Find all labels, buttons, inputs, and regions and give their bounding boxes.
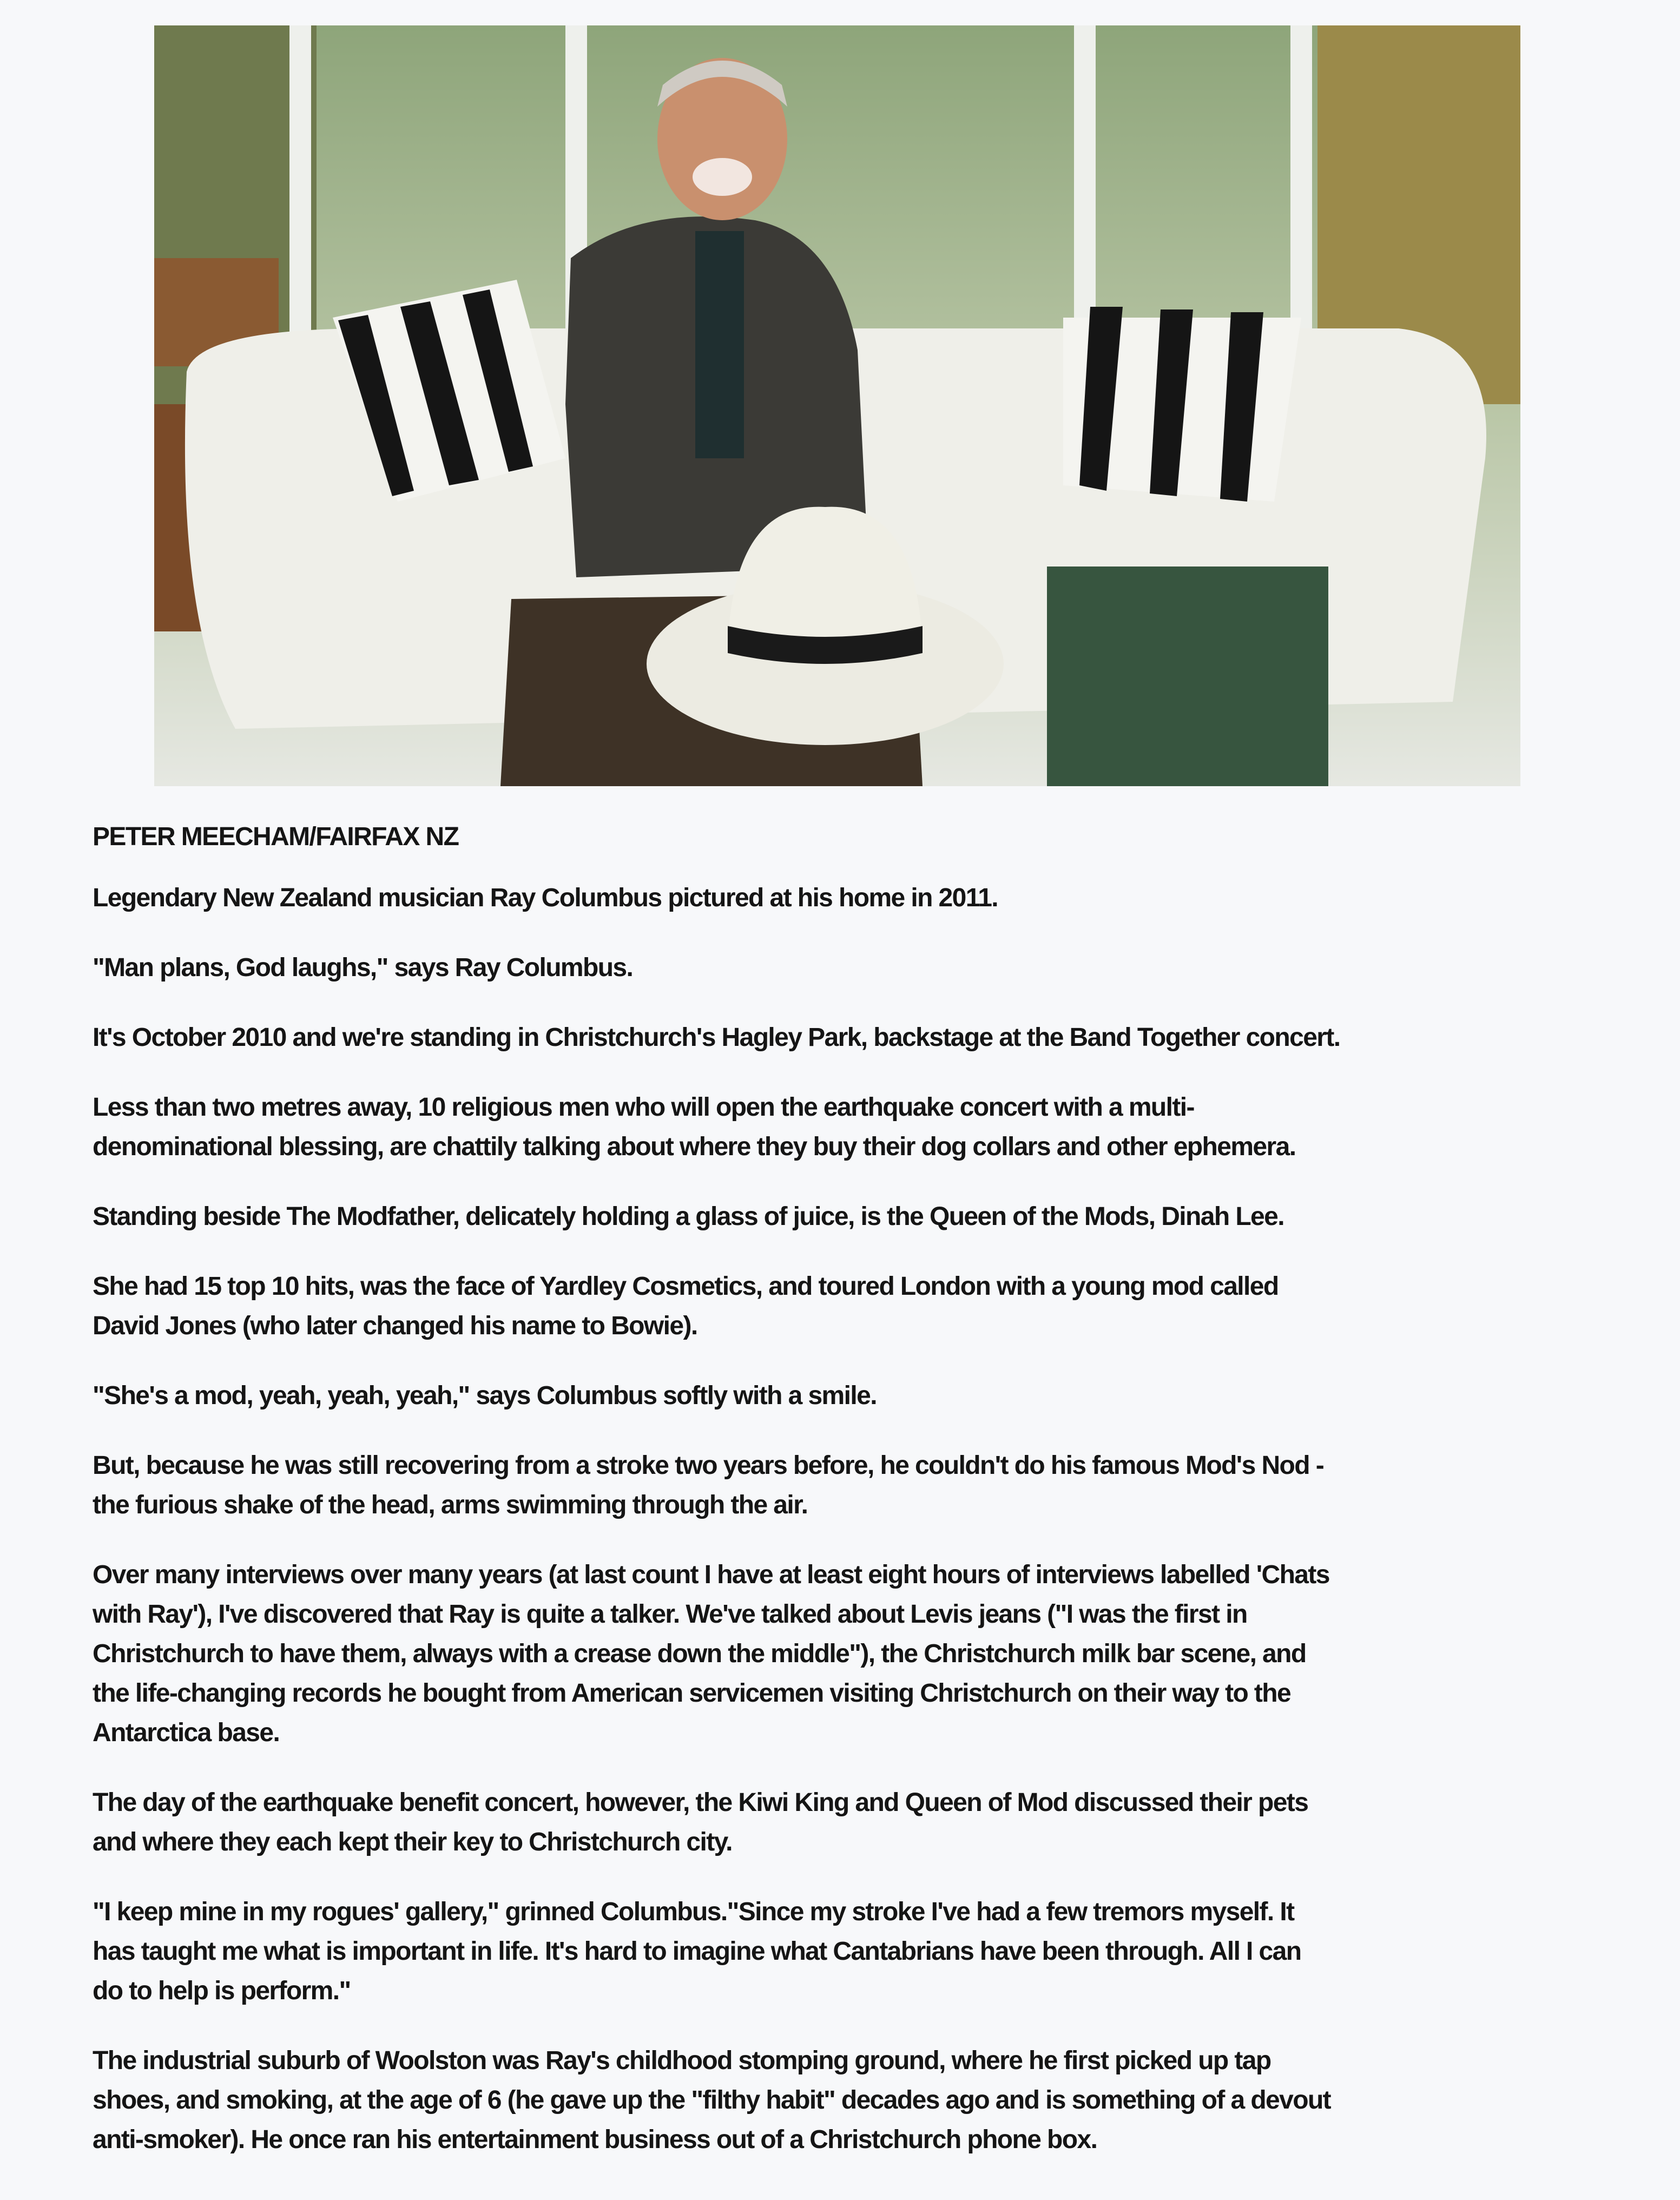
paragraph-line: "Man plans, God laughs," says Ray Columbus. — [93, 953, 633, 982]
article-photo — [154, 25, 1520, 786]
paragraph-line: David Jones (who later changed his name to Bowie). — [93, 1312, 697, 1340]
paragraph-line: She had 15 top 10 hits, was the face of Yardley Cosmetics, and toured London with a young mod called — [93, 1272, 1279, 1301]
article-paragraph — [93, 1197, 1635, 1236]
paragraph-line: shoes, and smoking, at the age of 6 (he gave up the "filthy habit" decades ago and is something of a devout — [93, 2086, 1331, 2115]
paragraph-line: and where they each kept their key to Christchurch city. — [93, 1828, 732, 1856]
paragraph-line: But, because he was still recovering from a stroke two years before, he couldn't do his famous Mod's Nod - — [93, 1451, 1324, 1480]
article-paragraph — [93, 1446, 1635, 1525]
paragraph-line: Less than two metres away, 10 religious men who will open the earthquake concert with a multi- — [93, 1093, 1194, 1122]
paragraph-line: denominational blessing, are chattily talking about where they buy their dog collars and other ephemera. — [93, 1132, 1296, 1161]
paragraph-line: do to help is perform." — [93, 1977, 351, 2005]
article-paragraph — [93, 2041, 1635, 2159]
paragraph-line: Antarctica base. — [93, 1718, 280, 1747]
article-body — [93, 817, 1635, 2190]
paragraph-line: with Ray'), I've discovered that Ray is quite a talker. We've talked about Levis jeans ("I was the first in — [93, 1600, 1247, 1629]
photo-ray-columbus-at-home — [154, 25, 1520, 786]
paragraph-line: Standing beside The Modfather, delicately holding a glass of juice, is the Queen of the Mods, Dinah Lee. — [93, 1202, 1284, 1231]
article-paragraph — [93, 1376, 1635, 1415]
article-paragraph — [93, 1267, 1635, 1346]
photo-credit: PETER MEECHAM/FAIRFAX NZ — [93, 822, 459, 851]
paragraph-line: anti-smoker). He once ran his entertainment business out of a Christchurch phone box. — [93, 2125, 1097, 2154]
paragraph-line: It's October 2010 and we're standing in Christchurch's Hagley Park, backstage at the Band Together concert. — [93, 1023, 1340, 1052]
paragraph-line: has taught me what is important in life. It's hard to imagine what Cantabrians have been through. All I can — [93, 1937, 1301, 1966]
paragraph-line: the furious shake of the head, arms swimming through the air. — [93, 1491, 808, 1519]
paragraph-line: Over many interviews over many years (at last count I have at least eight hours of interviews labelled 'Chats — [93, 1560, 1329, 1589]
paragraph-line: "She's a mod, yeah, yeah, yeah," says Columbus softly with a smile. — [93, 1381, 877, 1410]
paragraph-line: The day of the earthquake benefit concert, however, the Kiwi King and Queen of Mod discussed their pets — [93, 1788, 1308, 1817]
paragraph-line: The industrial suburb of Woolston was Ray's childhood stomping ground, where he first picked up tap — [93, 2046, 1271, 2075]
paragraph-line: Christchurch to have them, always with a crease down the middle"), the Christchurch milk bar scene, and — [93, 1639, 1306, 1668]
article-paragraph — [93, 1783, 1635, 1862]
article-paragraph — [93, 1088, 1635, 1167]
article-paragraph — [93, 948, 1635, 987]
article-paragraph — [93, 1018, 1635, 1057]
caption-text: Legendary New Zealand musician Ray Columbus pictured at his home in 2011. — [93, 884, 998, 912]
article-paragraphs — [93, 948, 1635, 2159]
article-paragraph — [93, 1555, 1635, 1753]
article-paragraph — [93, 1892, 1635, 2011]
photo-caption — [93, 878, 1635, 918]
paragraph-line: "I keep mine in my rogues' gallery," grinned Columbus."Since my stroke I've had a few tremors myself. It — [93, 1898, 1294, 1926]
paragraph-line: the life-changing records he bought from American servicemen visiting Christchurch on their way to the — [93, 1679, 1291, 1708]
